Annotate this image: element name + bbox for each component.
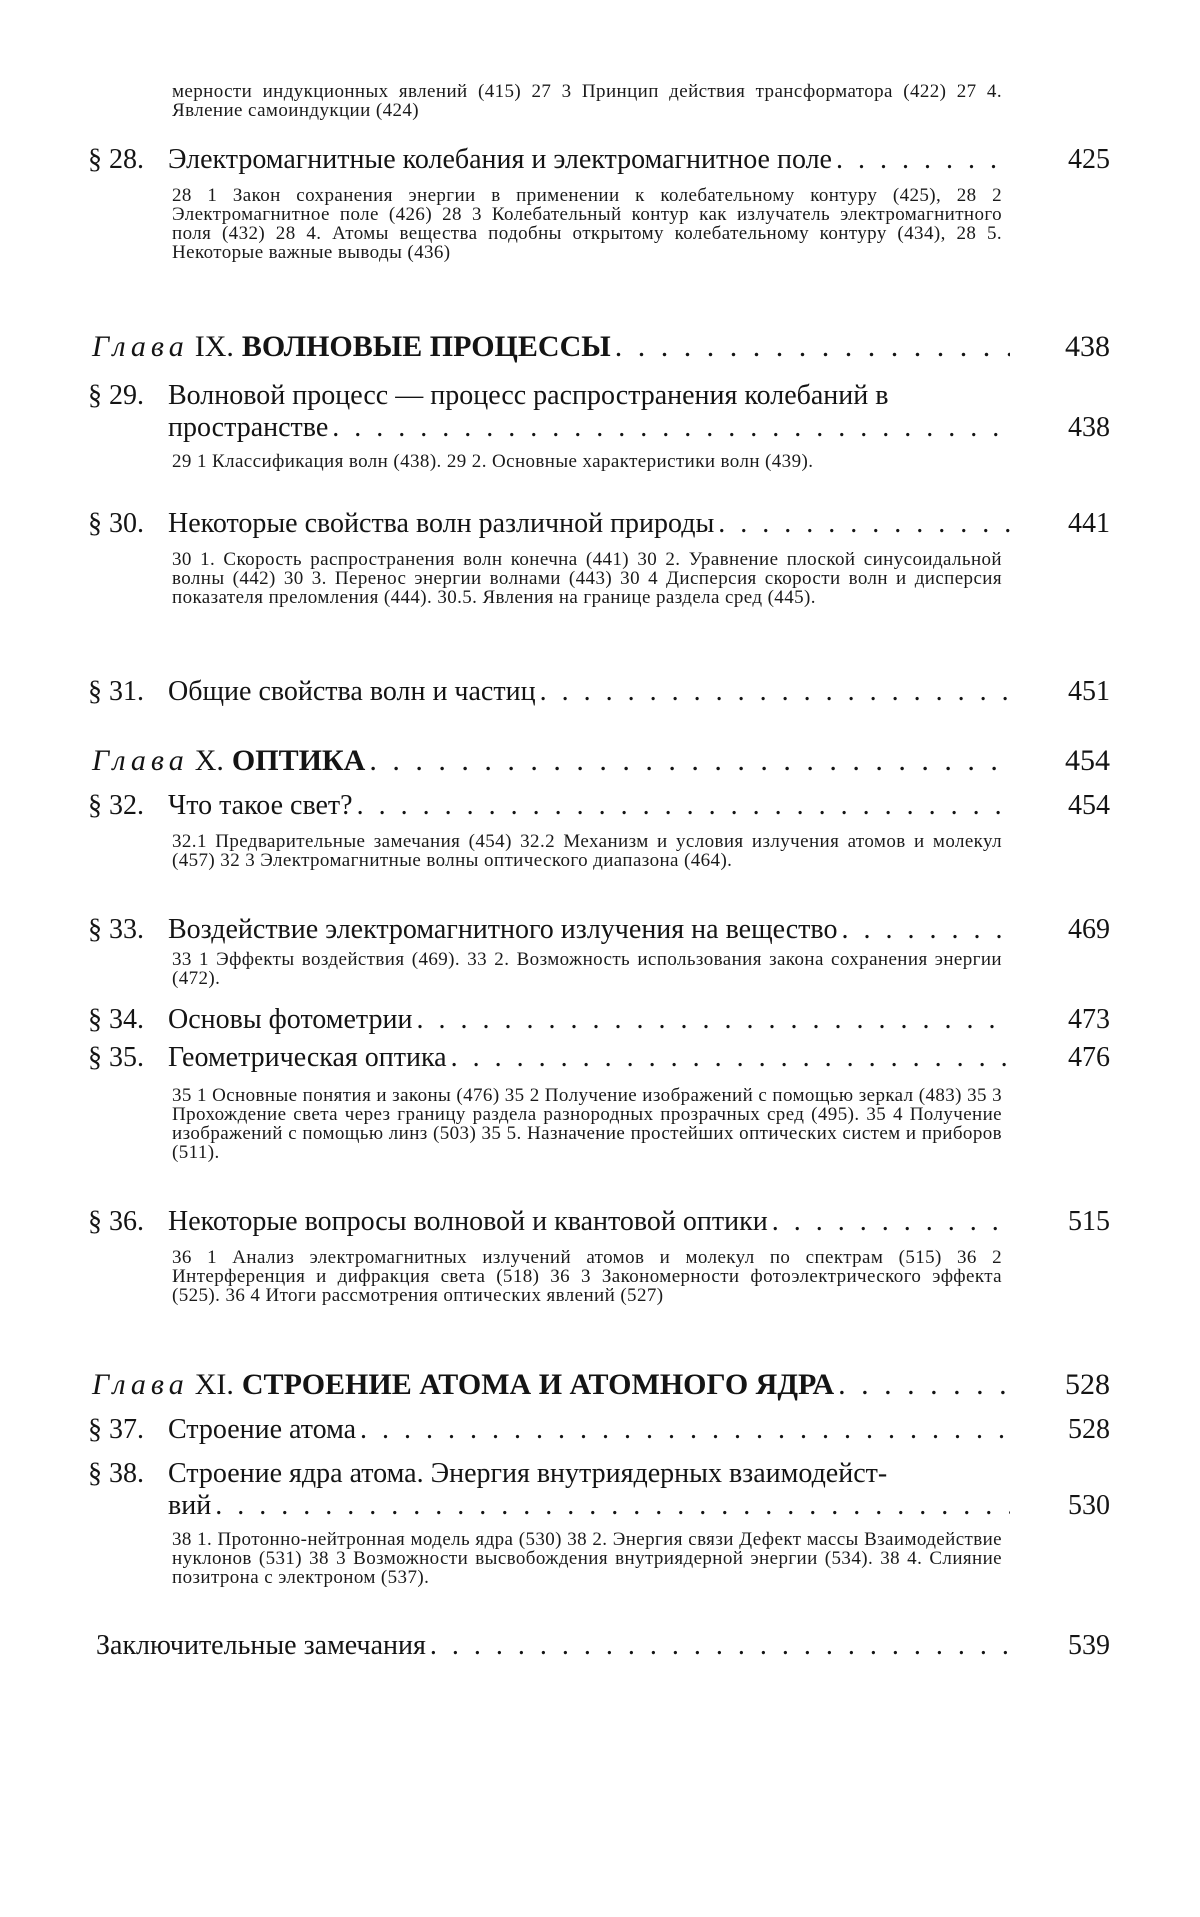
leader-dots <box>615 330 1010 364</box>
page-number: 441 <box>1068 508 1110 539</box>
section-title-part-1: Волновой процесс — процесс распространения колебаний в <box>168 380 889 411</box>
section-number: § 33. <box>88 914 144 945</box>
section-title: Электромагнитные колебания и электромагнитное поле <box>168 144 832 175</box>
section-title-part-1: Строение ядра атома. Энергия внутриядерных взаимодейст- <box>168 1458 888 1489</box>
section-title: Строение атома <box>168 1414 357 1445</box>
leader-dots <box>718 508 1010 540</box>
section-number: § 34. <box>88 1004 144 1035</box>
section-title-part-2: вий <box>168 1490 212 1521</box>
section-title: Некоторые свойства волн различной природы <box>168 508 715 539</box>
leader-dots <box>772 1206 1010 1238</box>
leader-dots <box>369 744 1010 778</box>
chapter-title-line <box>92 744 1014 778</box>
page-number: 438 <box>1068 412 1110 443</box>
section-number: § 35. <box>88 1042 144 1073</box>
section-number: § 29. <box>88 380 144 411</box>
subsection-list-s36: 36 1 Анализ электромагнитных излучений атомов и молекул по спектрам (515) 36 2 Интерференция и дифракция света (518) 36 3 Закономерности фотоэлектрического эффекта (525). 36 4 Итоги рассмотрения оптических явлений (527) <box>172 1247 1002 1306</box>
leader-dots <box>357 790 1010 822</box>
section-number: § 31. <box>88 676 144 707</box>
section-title: Общие свойства волн и частиц <box>168 676 536 707</box>
subsection-list-s33: 33 1 Эффекты воздействия (469). 33 2. Возможность использования закона сохранения энергии (472). <box>172 949 1002 989</box>
leader-dots <box>540 676 1010 708</box>
subsection-list-s29: 29 1 Классификация волн (438). 29 2. Основные характеристики волн (439). <box>172 451 814 472</box>
page-number: 528 <box>1068 1414 1110 1445</box>
entry-title-line-1 <box>168 1458 1014 1490</box>
section-number: § 38. <box>88 1458 144 1489</box>
page-number: 454 <box>1068 790 1110 821</box>
leader-dots <box>215 1490 1010 1522</box>
entry-title-line <box>96 1630 1014 1662</box>
section-number: § 30. <box>88 508 144 539</box>
leader-dots <box>430 1630 1010 1662</box>
subsection-list-s32: 32.1 Предварительные замечания (454) 32.2 Механизм и условия излучения атомов и молекул (457) 32 3 Электромагнитные волны оптического диапазона (464). <box>172 831 1002 871</box>
chapter-number: X. <box>194 744 224 777</box>
subsection-list-s35: 35 1 Основные понятия и законы (476) 35 2 Получение изображений с помощью зеркал (483) 35 3 Прохождение света через границу раздела разнородных прозрачных сред (495). 35 4 Получение изображений с помощью линз (503) 35 5. Назначение простейших оптических систем и приборов (511). <box>172 1085 1002 1163</box>
leader-dots <box>360 1414 1010 1446</box>
entry-title-line <box>168 914 1014 946</box>
subsection-list-s28: 28 1 Закон сохранения энергии в применении к колебательному контуру (425), 28 2 Электромагнитное поле (426) 28 3 Колебательный контур как излучатель электромагнитного поля (432) 28 4. Атомы вещества подобны открытому колебательному контуру (434), 28 5. Некоторые важные выводы (436) <box>172 185 1002 263</box>
section-title: Воздействие электромагнитного излучения на вещество <box>168 914 838 945</box>
chapter-title: СТРОЕНИЕ АТОМА И АТОМНОГО ЯДРА <box>241 1368 835 1401</box>
chapter-title: ОПТИКА <box>231 744 366 777</box>
continued-subsection-text: мерности индукционных явлений (415) 27 3 Принцип действия трансформатора (422) 27 4. Явление самоиндукции (424) <box>172 81 1002 121</box>
page-number: 528 <box>1065 1368 1110 1401</box>
page-number: 438 <box>1065 330 1110 363</box>
subsection-list-s30: 30 1. Скорость распространения волн конечна (441) 30 2. Уравнение плоской синусоидальной волны (442) 30 3. Перенос энергии волнами (443) 30 4 Дисперсия скорости волн и дисперсия показателя преломления (444). 30.5. Явления на границе раздела сред (445). <box>172 549 1002 608</box>
chapter-title-line <box>92 1368 1014 1402</box>
chapter-title-line <box>92 330 1014 364</box>
entry-title-line <box>168 676 1014 708</box>
page-number: 451 <box>1068 676 1110 707</box>
chapter-word: Глава <box>92 330 189 363</box>
leader-dots <box>416 1004 1010 1036</box>
chapter-title: ВОЛНОВЫЕ ПРОЦЕССЫ <box>241 330 611 363</box>
section-title-part-2: пространстве <box>168 412 329 443</box>
final-title: Заключительные замечания <box>96 1630 426 1661</box>
chapter-word: Глава <box>92 744 189 777</box>
section-title: Основы фотометрии <box>168 1004 413 1035</box>
entry-title-line-1 <box>168 380 1014 412</box>
chapter-number: IX. <box>194 330 234 363</box>
entry-title-line <box>168 1414 1014 1446</box>
subsection-list-s38: 38 1. Протонно-нейтронная модель ядра (530) 38 2. Энергия связи Дефект массы Взаимодействие нуклонов (531) 38 3 Возможности высвобождения внутриядерной энергии (534). 38 4. Слияние позитрона с электроном (537). <box>172 1529 1002 1588</box>
section-number: § 37. <box>88 1414 144 1445</box>
leader-dots <box>332 412 1010 444</box>
entry-title-line <box>168 1042 1014 1074</box>
section-title: Некоторые вопросы волновой и квантовой оптики <box>168 1206 768 1237</box>
page-number: 476 <box>1068 1042 1110 1073</box>
section-number: § 32. <box>88 790 144 821</box>
entry-title-line <box>168 1206 1014 1238</box>
page-number: 454 <box>1065 744 1110 777</box>
page-number: 473 <box>1068 1004 1110 1035</box>
section-number: § 36. <box>88 1206 144 1237</box>
leader-dots <box>838 1368 1010 1402</box>
entry-title-line <box>168 144 1014 176</box>
page-number: 469 <box>1068 914 1110 945</box>
chapter-word: Глава <box>92 1368 189 1401</box>
page-number: 515 <box>1068 1206 1110 1237</box>
chapter-number: XI. <box>194 1368 234 1401</box>
entry-title-line-2 <box>168 412 1014 444</box>
leader-dots <box>451 1042 1010 1074</box>
page-number: 539 <box>1068 1630 1110 1661</box>
entry-title-line <box>168 790 1014 822</box>
leader-dots <box>836 144 1010 176</box>
entry-title-line <box>168 508 1014 540</box>
section-title: Геометрическая оптика <box>168 1042 447 1073</box>
page-number: 425 <box>1068 144 1110 175</box>
page-number: 530 <box>1068 1490 1110 1521</box>
section-number: § 28. <box>88 144 144 175</box>
entry-title-line-2 <box>168 1490 1014 1522</box>
leader-dots <box>841 914 1010 946</box>
section-title: Что такое свет? <box>168 790 353 821</box>
entry-title-line <box>168 1004 1014 1036</box>
